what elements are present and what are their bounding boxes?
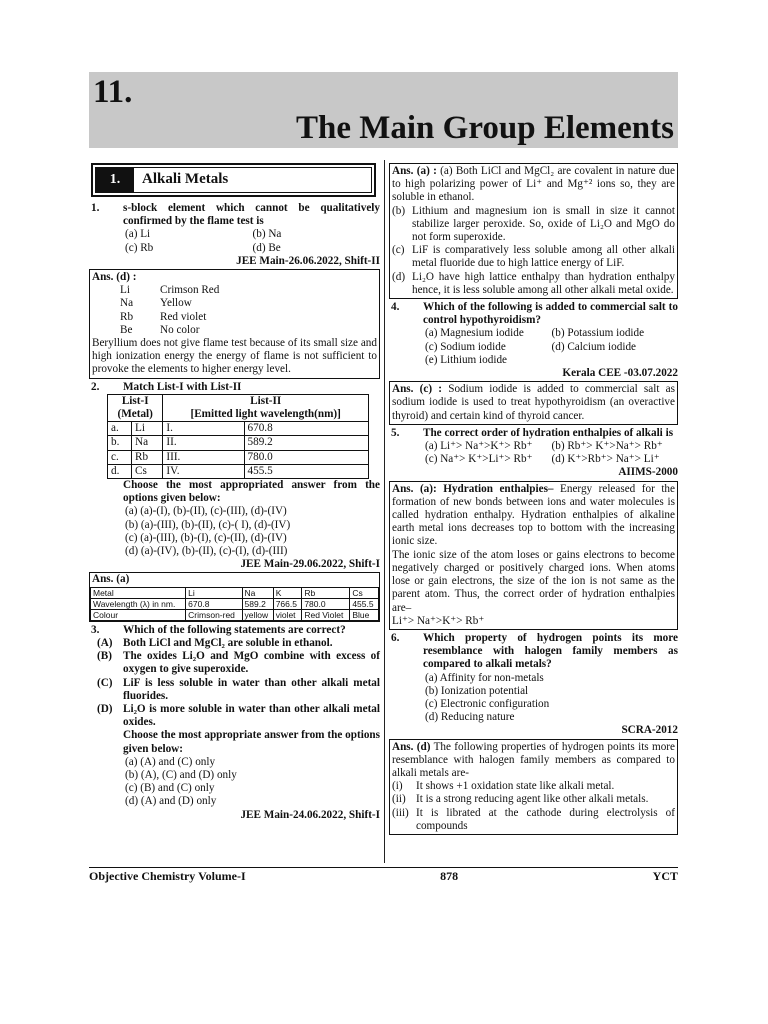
question-number: 6. <box>391 631 400 644</box>
column-divider <box>384 160 385 863</box>
option: (a) Li <box>125 228 151 241</box>
table-header: List-II [Emitted light wavelength(nm)] <box>163 394 369 421</box>
answer-box <box>89 269 380 379</box>
right-column <box>389 163 678 837</box>
chapter-number: 11. <box>93 74 133 110</box>
question-source: SCRA-2012 <box>621 724 678 737</box>
question-text: Which property of hydrogen points its more resemblance with halogen family members as compared to alkali metals? <box>423 631 678 671</box>
answer-table <box>90 587 379 621</box>
answer-label: Ans. (d) : <box>92 271 137 284</box>
answer-label: Ans. (a) : <box>392 165 437 177</box>
statement: (D) Li₂O is more soluble in water than other alkali metal oxides. <box>97 702 380 729</box>
flame-color: Red violet <box>160 310 207 323</box>
option: (b) Na <box>252 228 282 241</box>
question-1 <box>89 202 380 228</box>
flame-color: Crimson Red <box>160 284 220 297</box>
element: Rb <box>120 310 134 323</box>
option: (b) (A), (C) and (D) only <box>125 768 237 781</box>
option: (d) Be <box>252 241 281 254</box>
section-title: Alkali Metals <box>142 171 229 188</box>
question-source: AIIMS-2000 <box>618 466 678 479</box>
answer-box <box>389 163 678 299</box>
question-number: 3. <box>91 623 100 636</box>
page-number: 878 <box>440 869 459 883</box>
question-4-options <box>389 327 678 367</box>
question-3-options <box>89 756 380 809</box>
question-source: JEE Main-26.06.2022, Shift-II <box>236 254 380 267</box>
answer-order: Li⁺> Na⁺>K⁺> Rb⁺ <box>392 614 485 627</box>
section-heading <box>91 163 376 197</box>
element: Na <box>120 297 134 310</box>
option: (a) (a)-(I), (b)-(II), (c)-(III), (d)-(IV) <box>125 505 287 518</box>
element: Li <box>120 284 130 297</box>
question-6-options <box>389 672 678 725</box>
left-column <box>89 163 380 822</box>
option: (d) (a)-(IV), (b)-(II), (c)-(I), (d)-(III) <box>125 545 288 558</box>
answer-box <box>389 739 678 835</box>
option: (d) (A) and (D) only <box>125 795 217 808</box>
option: (c) (a)-(III), (b)-(I), (c)-(II), (d)-(IV) <box>125 531 287 544</box>
option: (b) Potassium iodide <box>551 327 645 340</box>
statement: (C) LiF is less soluble in water than other alkali metal fluorides. <box>97 676 380 702</box>
question-6 <box>389 632 678 672</box>
answer-label: Ans. (c) : <box>392 383 443 396</box>
question-text: Match List-I with List-II <box>123 380 242 393</box>
question-source: JEE Main-29.06.2022, Shift-I <box>240 558 380 571</box>
question-text: Which of the following statements are correct? <box>123 623 346 636</box>
option: (c) Sodium iodide <box>425 340 506 353</box>
choose-instruction: Choose the most appropriate answer from the options given below: <box>123 729 380 755</box>
option: (c) (B) and (C) only <box>125 782 215 795</box>
option: (c) Rb <box>125 241 154 254</box>
answer-box <box>389 481 678 630</box>
table-row: Metal Li Na K Rb Cs <box>91 587 379 598</box>
question-number: 2. <box>91 380 100 393</box>
answer-text: The ionic size of the atom loses or gains electrons to become negatively charged or positively charged ions. When atoms lose or gain electrons, the size of the ion is not same as the parent atom. Thus, the correct order of hydration enthalpies are– <box>392 548 675 614</box>
chapter-title: The Main Group Elements <box>295 110 674 146</box>
question-2 <box>89 381 380 394</box>
option: (d) K⁺>Rb⁺> Na⁺> Li⁺ <box>551 453 660 466</box>
chapter-header <box>89 72 678 148</box>
option: (b) (a)-(III), (b)-(II), (c)-( I), (d)-(IV) <box>125 518 291 531</box>
section-number: 1. <box>96 168 134 192</box>
table-row: b. Na II. 589.2 <box>108 436 369 450</box>
table-row: a. Li I. 670.8 <box>108 422 369 436</box>
table-row: Wavelength (λ) in nm. 670.8 589.2 766.5 780.0 455.5 <box>91 598 379 609</box>
statement: (B) The oxides Li₂O and MgO combine with excess of oxygen to give superoxide. <box>97 650 380 676</box>
answer-point: (ii) It is a strong reducing agent like other alkali metals. <box>392 793 649 806</box>
question-1-options <box>89 228 380 254</box>
question-number: 1. <box>91 202 100 214</box>
question-4 <box>389 301 678 327</box>
table-row: Colour Crimson-red yellow violet Red Violet Blue <box>91 609 379 620</box>
option: (b) Rb⁺> K⁺>Na⁺> Rb⁺ <box>551 440 663 453</box>
element: Be <box>120 323 133 336</box>
answer-text: Energy released for the formation of new bonds between ions and water molecules is called hydration enthalpy. Hydration enthalpies of alkaline earth metal ions decreases top to bottom with the increasing ionic size. <box>392 482 675 548</box>
question-text: s-block element which cannot be qualitatively confirmed by the flame test is <box>123 202 380 228</box>
option: (b) Ionization potential <box>425 684 529 697</box>
question-5-options <box>389 440 678 466</box>
answer-point: (iii) It is librated at the cathode during electrolysis of compounds <box>392 806 675 832</box>
answer-point: (b) Lithium and magnesium ion is small in size it cannot stabilize larger peroxide. So, oxide of Li₂O and MgO do not form superoxide. <box>392 204 675 244</box>
flame-color: No color <box>160 323 200 336</box>
question-2-options <box>89 505 380 558</box>
match-list-table <box>107 394 369 479</box>
question-text: The correct order of hydration enthalpies of alkali is <box>423 426 674 439</box>
flame-color: Yellow <box>160 297 192 310</box>
table-row: c. Rb III. 780.0 <box>108 450 369 464</box>
answer-box <box>89 572 380 621</box>
option: (a) Affinity for non-metals <box>425 671 544 684</box>
option: (d) Reducing nature <box>425 711 515 724</box>
option: (c) Electronic configuration <box>425 697 550 710</box>
answer-point: (d) Li₂O have high lattice enthalpy than hydration enthalpy hence, it is less soluble among all other alkali metal oxide. <box>392 270 675 296</box>
option: (a) Magnesium iodide <box>425 327 524 340</box>
option: (a) Li⁺> Na⁺>K⁺> Rb⁺ <box>425 440 533 453</box>
answer-text: (a) Both LiCl and MgCl₂ are covalent in nature due to high polarizing power of Li⁺ and Mg⁺² ions so, they are soluble in ethanol. <box>392 165 675 204</box>
option: (a) (A) and (C) only <box>125 755 216 768</box>
answer-label: Ans. (a) <box>92 573 130 586</box>
book-title: Objective Chemistry Volume-I <box>89 869 246 883</box>
question-text: Which of the following is added to commercial salt to control hypothyroidism? <box>423 301 678 327</box>
answer-text: Sodium iodide is added to commercial salt as sodium iodide is used to treat hypothyroidism (an overactive thyroid) and certain kind of thyroid cancer. <box>392 383 675 422</box>
option: (c) Na⁺> K⁺>Li⁺> Rb⁺ <box>425 453 533 466</box>
table-header: List-I (Metal) <box>108 394 163 421</box>
question-number: 4. <box>391 301 400 314</box>
question-source: Kerala CEE -03.07.2022 <box>562 367 678 380</box>
option: (e) Lithium iodide <box>425 353 508 366</box>
statement: (A) Both LiCl and MgCl₂ are soluble in ethanol. <box>97 636 333 649</box>
answer-point: (c) LiF is comparatively less soluble among all other alkali metal fluoride due to high lattice energy of LiF. <box>392 244 675 270</box>
question-3 <box>89 624 380 637</box>
question-source: JEE Main-24.06.2022, Shift-I <box>240 808 380 821</box>
answer-label: Ans. (a): Hydration enthalpies– <box>392 482 554 495</box>
answer-explanation: Beryllium does not give flame test because of its small size and high ionization energy the energy of flame is not sufficient to provoke the elements to higher energy level. <box>92 337 377 376</box>
answer-text: The following properties of hydrogen points its more resemblance with halogen family members as compared to alkali metals are- <box>392 740 675 779</box>
choose-instruction: Choose the most appropriated answer from the options given below: <box>123 479 380 505</box>
answer-label: Ans. (d) <box>392 740 431 753</box>
option: (d) Calcium iodide <box>551 340 637 353</box>
table-row: d. Cs IV. 455.5 <box>108 464 369 478</box>
publisher: YCT <box>652 869 678 883</box>
answer-box <box>389 381 678 425</box>
answer-point: (i) It shows +1 oxidation state like alkali metal. <box>392 780 615 793</box>
page-footer <box>89 867 678 883</box>
question-5 <box>389 427 678 440</box>
question-number: 5. <box>391 426 400 439</box>
